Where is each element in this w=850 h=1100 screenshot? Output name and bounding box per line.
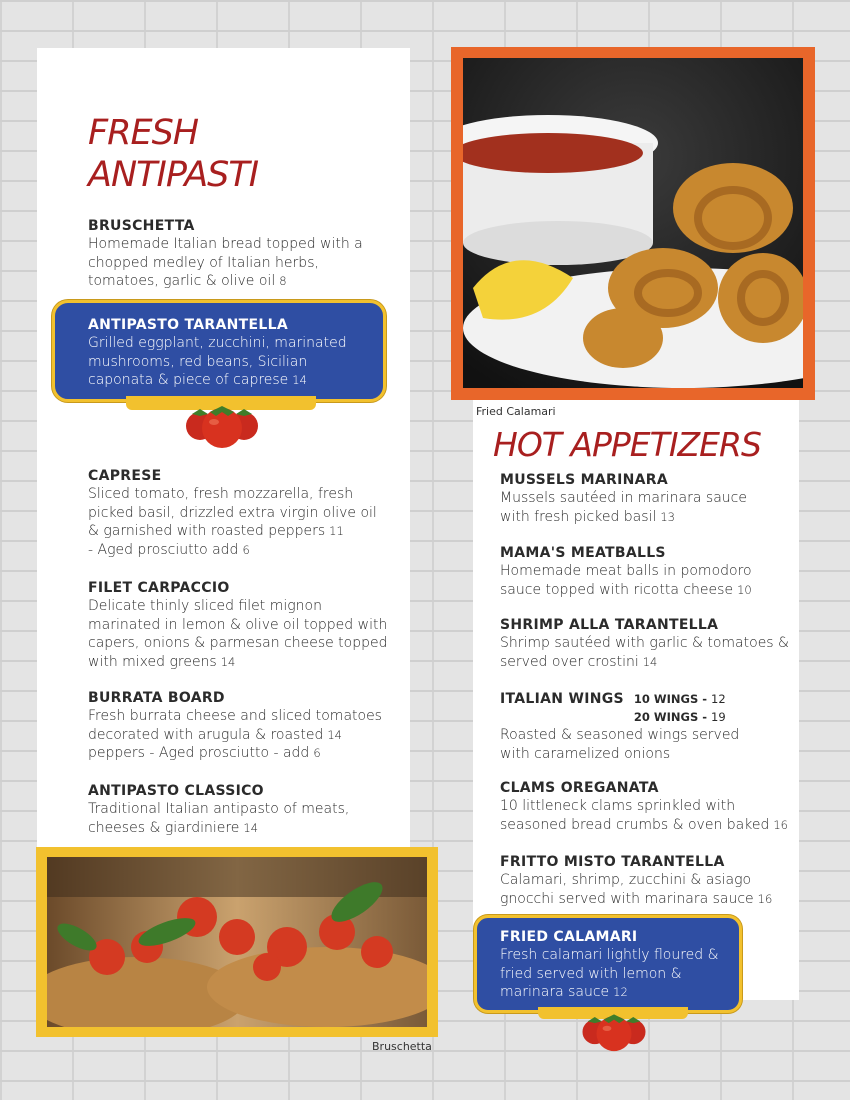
item-description: Roasted & seasoned wings served with caramelized onions: [500, 727, 740, 762]
item-price: 14: [243, 820, 259, 835]
item-price: 16: [757, 891, 773, 906]
item-name: ITALIAN WINGS: [500, 691, 624, 707]
item-description: Sliced tomato, fresh mozzarella, fresh picked basil, drizzled extra virgin olive oil & garnished with roasted peppers: [88, 486, 377, 539]
item-name: CLAMS OREGANATA: [500, 780, 659, 796]
item-name: FILET CARPACCIO: [88, 580, 230, 596]
calamari-photo: [451, 47, 815, 400]
item-name: ANTIPASTO TARANTELLA: [88, 317, 288, 333]
item-description: Traditional Italian antipasto of meats, cheeses & giardiniere: [88, 801, 350, 836]
wings-option-20: 20 WINGS -: [633, 710, 707, 724]
menu-item-fritto-misto: [500, 853, 790, 908]
item-name: FRITTO MISTO TARANTELLA: [500, 854, 725, 870]
item-description: 10 littleneck clams sprinkled with seasoned bread crumbs & oven baked: [500, 798, 770, 833]
calamari-caption: Fried Calamari: [476, 405, 556, 418]
item-description: Calamari, shrimp, zucchini & asiago gnocchi served with marinara sauce: [500, 872, 754, 907]
menu-item-mamas-meatballs: [500, 544, 790, 599]
wings-option-10: 10 WINGS -: [633, 692, 707, 706]
item-name: BRUSCHETTA: [88, 218, 195, 234]
bruschetta-image: [47, 857, 427, 1027]
item-name: ANTIPASTO CLASSICO: [88, 783, 264, 799]
item-name: CAPRESE: [88, 468, 162, 484]
item-addon-price: 6: [313, 746, 321, 760]
wings-option-10-price: 12: [711, 692, 726, 706]
item-price: 8: [279, 274, 287, 288]
item-name: BURRATA BOARD: [88, 690, 225, 706]
antipasti-title: [88, 112, 258, 196]
item-addon: - Aged prosciutto add: [88, 541, 239, 558]
item-addon: peppers - Aged prosciutto - add: [88, 745, 310, 761]
item-name: SHRIMP ALLA TARANTELLA: [500, 617, 719, 633]
antipasti-title-line2: ANTIPASTI: [88, 155, 259, 195]
item-description: Fresh calamari lightly floured & fried served with lemon & marinara sauce: [500, 947, 719, 1000]
menu-item-antipasto-classico: [88, 782, 388, 837]
menu-item-bruschetta: [88, 217, 388, 291]
item-name: MUSSELS MARINARA: [500, 472, 669, 488]
tomatoes-icon: [174, 400, 270, 450]
menu-item-filet-carpaccio: [88, 579, 393, 671]
item-price: 12: [613, 985, 628, 999]
menu-item-caprese: [88, 467, 388, 559]
item-price: 14: [220, 654, 236, 669]
bruschetta-photo: [36, 847, 438, 1037]
item-price: 11: [329, 524, 344, 538]
menu-item-clams-oreganata: [500, 779, 790, 834]
item-description: Homemade meat balls in pomodoro sauce topped with ricotta cheese: [500, 563, 752, 598]
calamari-image: [463, 58, 803, 388]
bruschetta-caption: Bruschetta: [372, 1040, 432, 1053]
item-price: 10: [737, 582, 752, 597]
item-description: Fresh burrata cheese and sliced tomatoes decorated with arugula & roasted: [88, 708, 382, 743]
menu-item-italian-wings: [500, 690, 790, 763]
item-description: Mussels sautéed in marinara sauce with fresh picked basil: [500, 490, 747, 525]
wings-options: [634, 690, 726, 726]
menu-item-antipasto-tarantella: [88, 316, 373, 390]
menu-item-fried-calamari: [500, 928, 725, 1002]
wings-option-20-price: 19: [711, 710, 726, 724]
antipasti-title-line1: FRESH: [88, 113, 199, 153]
item-price: 13: [660, 509, 675, 524]
item-description: Homemade Italian bread topped with a chopped medley of Italian herbs, tomatoes, garlic & olive oil: [88, 236, 363, 289]
item-price: 14: [327, 727, 342, 742]
item-price: 14: [292, 373, 307, 387]
item-price: 16: [773, 817, 788, 832]
item-price: 14: [642, 654, 658, 669]
item-description: Grilled eggplant, zucchini, marinated mushrooms, red beans, Sicilian caponata & piece of caprese: [88, 335, 347, 388]
item-addon-price: 6: [242, 542, 250, 557]
item-description: Delicate thinly sliced filet mignon marinated in lemon & olive oil topped with capers, onions & parmesan cheese topped with mixed greens: [88, 598, 388, 670]
item-name: FRIED CALAMARI: [500, 929, 638, 945]
menu-item-mussels-marinara: [500, 471, 770, 526]
item-name: MAMA'S MEATBALLS: [500, 545, 666, 561]
hot-appetizers-title: HOT APPETIZERS: [493, 425, 761, 464]
menu-item-shrimp-alla-tarantella: [500, 616, 790, 671]
tomatoes-icon: [572, 1008, 656, 1054]
item-description: Shrimp sautéed with garlic & tomatoes & served over crostini: [500, 635, 789, 670]
menu-item-burrata-board: [88, 689, 388, 763]
